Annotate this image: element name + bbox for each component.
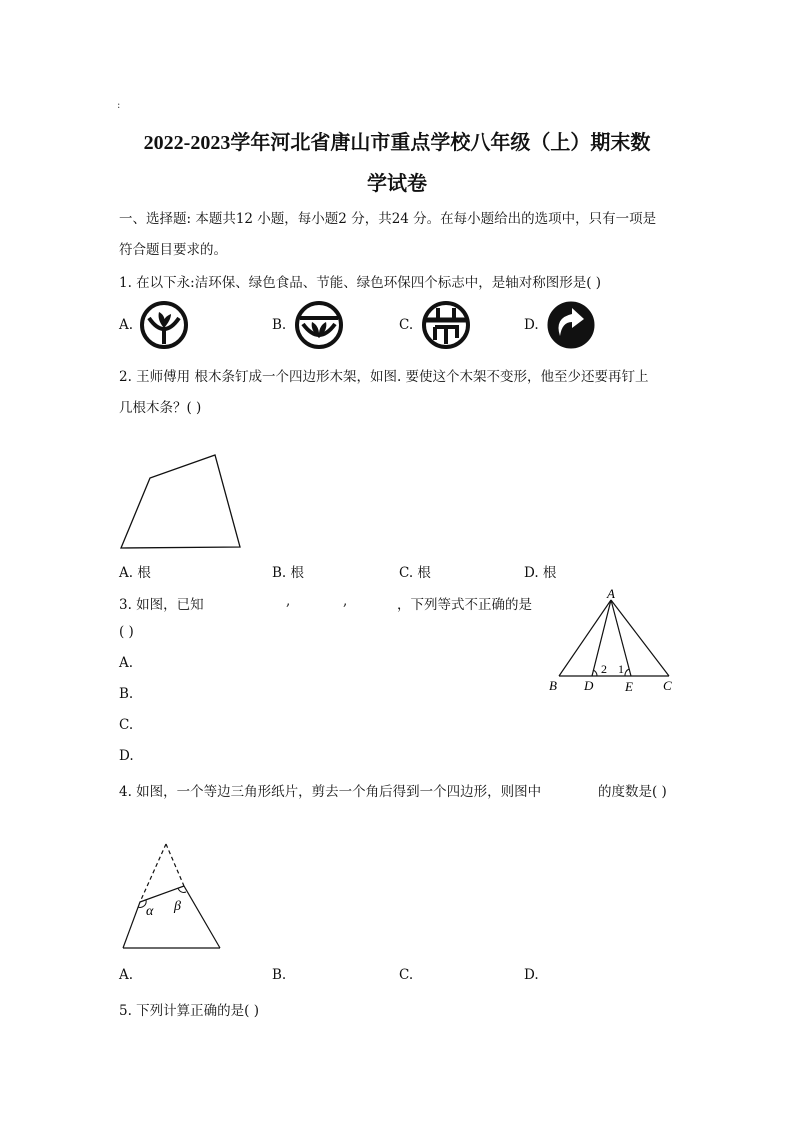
q3-option-b[interactable]: B. [119, 686, 134, 702]
paper-title-line1: 2022-2023学年河北省唐山市重点学校八年级（上）期末数 [143, 132, 651, 154]
q2-option-b[interactable]: B. 根 [272, 565, 305, 581]
paper-title-line2: 学试卷 [367, 173, 427, 195]
q2-text-line1: 2. 王师傅用 根木条钉成一个四边形木架，如图. 要使这个木架不变形，他至少还要再钉上 [119, 369, 649, 385]
q2-option-d[interactable]: D. 根 [524, 565, 557, 581]
label-E: E [625, 679, 633, 694]
energy-saving-logo-icon [421, 300, 471, 350]
page-marker: : [117, 100, 121, 111]
q3-text-end: ，下列等式不正确的是 [397, 597, 532, 613]
green-food-logo-icon [294, 300, 344, 350]
q3-option-a[interactable]: A. [119, 655, 134, 671]
q4-cut-triangle-figure [118, 840, 228, 952]
q3-comma-2: , [343, 593, 348, 609]
label-B: B [549, 678, 557, 693]
label-beta: β [174, 899, 181, 914]
q2-option-c[interactable]: C. 根 [399, 565, 431, 581]
q3-text-line2: ( ) [119, 624, 134, 640]
q4-text-start: 4. 如图，一个等边三角形纸片，剪去一个角后得到一个四边形，则图中 [119, 784, 542, 800]
label-C: C [663, 678, 672, 693]
q4-option-a[interactable]: A. [119, 967, 134, 983]
q1-option-b[interactable]: B. [272, 317, 287, 333]
q3-triangle-figure [545, 588, 685, 696]
q3-option-d[interactable]: D. [119, 748, 134, 764]
q3-text-start: 3. 如图，已知 [119, 597, 204, 613]
q3-option-c[interactable]: C. [119, 717, 134, 733]
label-alpha: α [146, 904, 154, 919]
q4-option-c[interactable]: C. [399, 967, 414, 983]
q4-text-end: 的度数是( ) [598, 784, 667, 800]
q1-option-c[interactable]: C. [399, 317, 414, 333]
q1-text: 1. 在以下永:洁环保、绿色食品、节能、绿色环保四个标志中，是轴对称图形是( ) [119, 275, 602, 291]
label-angle-2: 2 [601, 662, 607, 676]
q3-comma-1: , [286, 593, 291, 609]
q2-text-line2: 几根木条？( ) [119, 400, 202, 416]
eco-logo-icon [139, 300, 189, 350]
label-angle-1: 1 [618, 662, 624, 676]
label-D: D [584, 678, 594, 693]
section-heading-line2: 符合题目要求的。 [119, 242, 227, 258]
recycle-logo-icon [546, 300, 596, 350]
q1-option-d[interactable]: D. [524, 317, 539, 333]
q4-option-b[interactable]: B. [272, 967, 287, 983]
q5-text: 5. 下列计算正确的是( ) [119, 1003, 259, 1019]
label-A: A [607, 588, 615, 601]
quadrilateral-frame-figure [118, 450, 248, 552]
q2-option-a[interactable]: A. 根 [119, 565, 151, 581]
q4-option-d[interactable]: D. [524, 967, 539, 983]
q1-option-a[interactable]: A. [119, 317, 134, 333]
section-heading-line1: 一、选择题: 本题共12 小题，每小题2 分，共24 分。在每小题给出的选项中，只有一项是 [119, 211, 657, 227]
